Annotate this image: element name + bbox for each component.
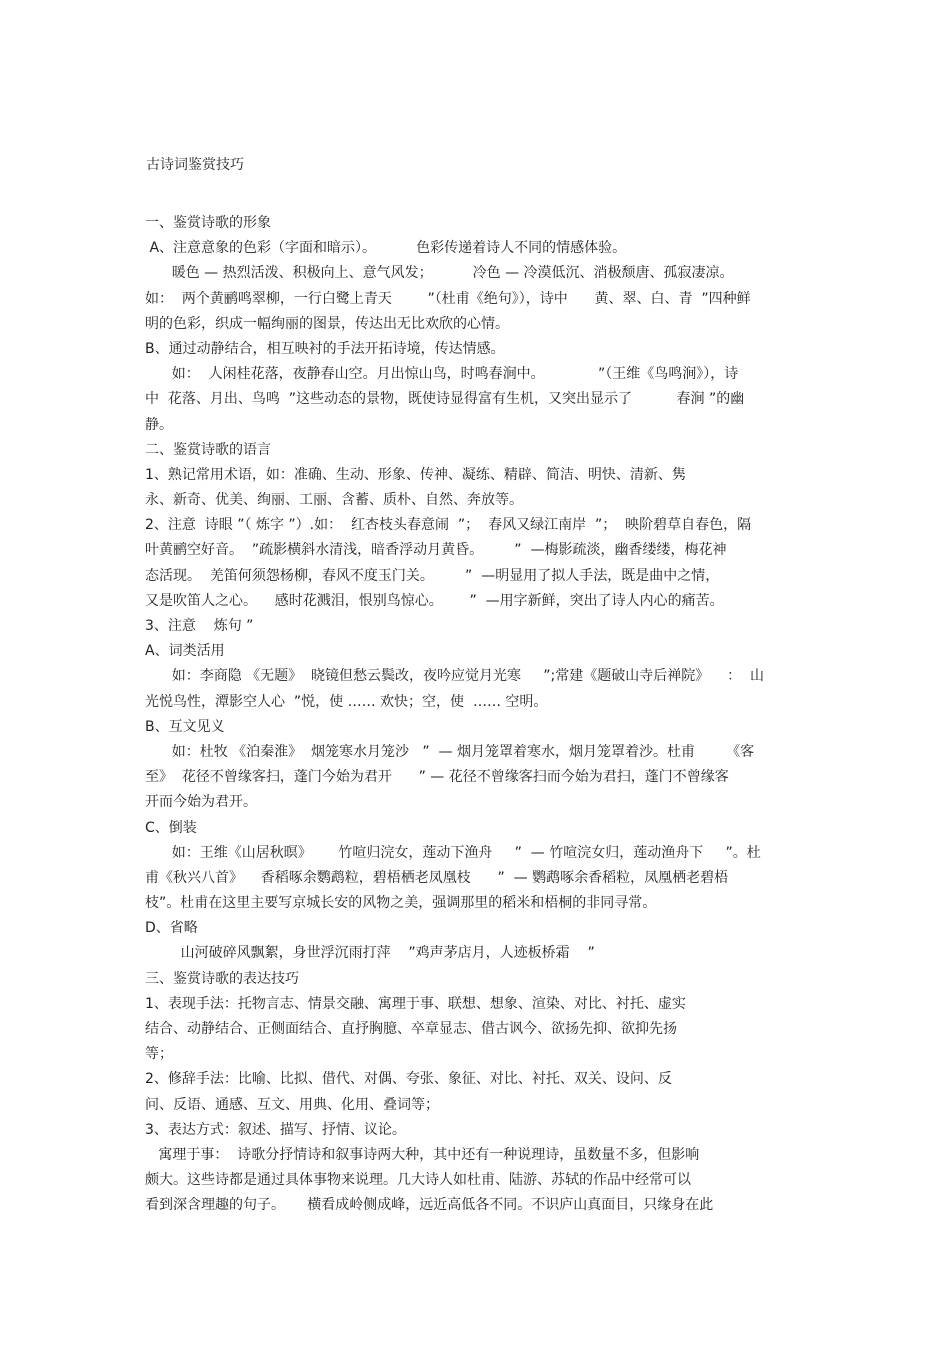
text-line: 一、鉴赏诗歌的形象	[145, 215, 271, 231]
text-line: 如： 两个黄鹂鸣翠柳，一行白鹭上青天 ”（杜甫《绝句》），诗中 黄、翠、白、青 ”四种鲜	[145, 290, 751, 307]
text-line: 永、新奇、优美、绚丽、工丽、含蓄、质朴、自然、奔放等。	[145, 492, 523, 509]
text-line: 明的色彩，织成一幅绚丽的图景，传达出无比欢欣的心情。	[145, 315, 509, 332]
text-line: 等；	[145, 1046, 173, 1063]
text-line: 结合、动静结合、正侧面结合、直抒胸臆、卒章显志、借古讽今、欲扬先抑、欲抑先扬	[145, 1021, 677, 1037]
text-line: D、省略	[145, 920, 198, 937]
text-line: 颇大。这些诗都是通过具体事物来说理。几大诗人如杜甫、陆游、苏轼的作品中经常可以	[145, 1172, 691, 1189]
text-line: B、通过动静结合，相互映衬的手法开拓诗境，传达情感。	[145, 340, 505, 357]
text-line: 3、表达方式：叙述、描写、抒情、议论。	[145, 1121, 406, 1138]
document-body	[145, 211, 810, 1219]
text-line: 甫《秋兴八首》 香稻啄余鹦鹉粒，碧梧栖老凤凰枝 ” — 鹦鹉啄余香稻粒，凤凰栖老碧梧	[145, 869, 729, 886]
text-line: 叶黄鹂空好音。 ”疏影横斜水清浅，暗香浮动月黄昏。 ” —梅影疏淡，幽香缕缕，梅花神	[145, 542, 727, 559]
text-line: 光悦鸟性，潭影空人心 ”悦，使 …… 欢快；空，使 …… 空明。	[145, 693, 548, 710]
text-line: 开而今始为君开。	[145, 794, 257, 811]
text-line: B、互文见义	[145, 718, 225, 735]
text-line: 态活现。 羌笛何须怨杨柳，春风不度玉门关。 ” —明显用了拟人手法，既是曲中之情，	[145, 567, 720, 584]
text-line: 中 花落、月出、鸟鸣 ”这些动态的景物，既使诗显得富有生机，又突出显示了 春涧 ”的幽	[145, 391, 745, 408]
text-line: 问、反语、通感、互文、用典、化用、叠词等；	[145, 1096, 439, 1113]
text-line: A、注意意象的色彩（字面和暗示）。 色彩传递着诗人不同的情感体验。	[145, 240, 627, 257]
text-line: C、倒装	[145, 819, 197, 836]
text-line: 2、修辞手法：比喻、比拟、借代、对偶、夸张、象征、对比、衬托、双关、设问、反	[145, 1071, 672, 1088]
text-line: 静。	[145, 416, 173, 433]
text-line: 如： 人闲桂花落，夜静春山空。月出惊山鸟，时鸣春涧中。 ”（王维《鸟鸣涧》），诗	[145, 366, 739, 383]
text-line: 又是吹笛人之心。 感时花溅泪，恨别鸟惊心。 ” —用字新鲜，突出了诗人内心的痛苦。	[145, 592, 724, 609]
text-line: A、词类活用	[145, 643, 225, 660]
text-line: 如：王维《山居秋暝》 竹喧归浣女，莲动下渔舟 ” — 竹喧浣女归，莲动渔舟下 ”。杜	[145, 844, 761, 861]
text-line: 暖色 — 热烈活泼、积极向上、意气风发； 冷色 — 冷漠低沉、消极颓唐、孤寂凄凉。	[145, 265, 734, 282]
text-line: 寓理于事： 诗歌分抒情诗和叙事诗两大种，其中还有一种说理诗，虽数量不多，但影响	[145, 1146, 700, 1163]
text-line: 2、注意 诗眼 ”（ 炼字 ”）.如： 红杏枝头春意闹 ”； 春风又绿江南岸 ”； 映阶碧草自春色，隔	[145, 517, 752, 534]
document-title: 古诗词鉴赏技巧	[146, 157, 244, 173]
text-line: 三、鉴赏诗歌的表达技巧	[145, 970, 299, 987]
text-line: 二、鉴赏诗歌的语言	[145, 441, 271, 458]
text-line: 看到深含理趣的句子。 横看成岭侧成峰，远近高低各不同。不识庐山真面目，只缘身在此	[145, 1197, 714, 1214]
text-line: 如：李商隐 《无题》 晓镜但愁云鬓改，夜吟应觉月光寒 ”;常建《题破山寺后禅院》 ： 山	[145, 668, 764, 685]
text-line: 1、表现手法：托物言志、情景交融、寓理于事、联想、想象、渲染、对比、衬托、虚实	[145, 995, 686, 1012]
text-line: 山河破碎风飘絮，身世浮沉雨打萍 ”鸡声茅店月，人迹板桥霜 ”	[145, 945, 595, 962]
text-line: 至》 花径不曾缘客扫，蓬门今始为君开 ” — 花径不曾缘客扫而今始为君扫，蓬门不曾缘客	[145, 769, 729, 786]
text-line: 1、熟记常用术语，如：准确、生动、形象、传神、凝练、精辟、简洁、明快、清新、隽	[145, 466, 686, 483]
text-line: 枝”。杜甫在这里主要写京城长安的风物之美，强调那里的稻米和梧桐的非同寻常。	[145, 895, 657, 912]
text-line: 如：杜牧 《泊秦淮》 烟笼寒水月笼沙 ” — 烟月笼罩着寒水，烟月笼罩着沙。杜甫 《客	[145, 743, 755, 760]
text-line: 3、注意 炼句 ”	[145, 618, 254, 634]
